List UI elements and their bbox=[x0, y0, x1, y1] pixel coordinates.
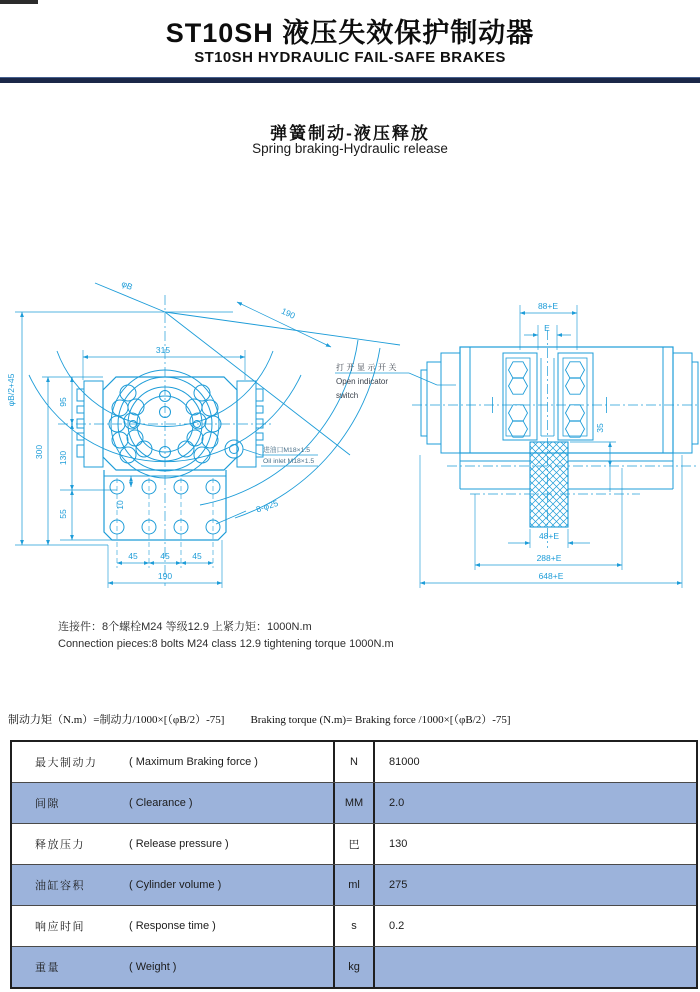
dim-phi-b2-45: φB/2+45 bbox=[6, 373, 16, 407]
dim-190-bottom: 190 bbox=[157, 571, 173, 581]
page-title-en: ST10SH HYDRAULIC FAIL-SAFE BRAKES bbox=[194, 49, 506, 66]
scan-artifact-bar bbox=[0, 0, 38, 4]
row-unit: kg bbox=[333, 947, 375, 987]
row-value: 275 bbox=[389, 879, 408, 891]
section-subtitle-en: Spring braking-Hydraulic release bbox=[252, 141, 448, 156]
row-value: 81000 bbox=[389, 756, 420, 768]
row-label-en: ( Clearance ) bbox=[129, 797, 193, 809]
row-value bbox=[375, 947, 696, 987]
formula-en: Braking torque (N.m)= Braking force /1000×[（φB/2）-75] bbox=[250, 714, 511, 726]
row-unit: ml bbox=[333, 865, 375, 905]
dim-45-c: 45 bbox=[192, 551, 202, 561]
row-value: 0.2 bbox=[389, 920, 405, 932]
dim-phi-b: φB bbox=[120, 278, 135, 292]
spec-table bbox=[10, 740, 698, 989]
table-row bbox=[12, 782, 696, 823]
row-unit: 巴 bbox=[333, 824, 375, 864]
dim-45-b: 45 bbox=[160, 551, 170, 561]
row-label-zh: 释放压力 bbox=[35, 839, 85, 851]
front-view bbox=[6, 278, 400, 588]
row-label-en: ( Response time ) bbox=[129, 920, 216, 932]
dim-55: 55 bbox=[58, 509, 68, 519]
dim-e: E bbox=[544, 323, 550, 333]
table-row bbox=[12, 946, 696, 987]
dim-130: 130 bbox=[58, 450, 68, 466]
indicator-switch-label-en2: switch bbox=[336, 391, 359, 400]
row-label-zh: 间隙 bbox=[35, 798, 60, 810]
indicator-switch-label-zh: 打开显示开关 bbox=[336, 363, 399, 372]
dim-48-e: 48+E bbox=[538, 531, 560, 541]
table-row bbox=[12, 823, 696, 864]
dim-315: 315 bbox=[155, 345, 171, 355]
dim-300: 300 bbox=[34, 444, 44, 460]
connection-notes bbox=[58, 619, 394, 652]
section-subtitle-zh: 弹簧制动-液压释放 bbox=[270, 124, 430, 143]
side-view bbox=[335, 301, 698, 588]
row-unit: s bbox=[333, 906, 375, 946]
row-value: 130 bbox=[389, 838, 408, 850]
row-label-en: ( Release pressure ) bbox=[129, 838, 229, 850]
row-label-en: ( Weight ) bbox=[129, 961, 177, 973]
oil-inlet-label-en: Oil inlet M18×1.5 bbox=[263, 458, 315, 465]
page-title-zh: ST10SH 液压失效保护制动器 bbox=[165, 18, 535, 48]
table-row bbox=[12, 742, 696, 782]
connection-note-en: Connection pieces:8 bolts M24 class 12.9 tightening torque 1000N.m bbox=[58, 637, 394, 650]
row-label-en: ( Cylinder volume ) bbox=[129, 879, 222, 891]
row-value: 2.0 bbox=[389, 797, 405, 809]
indicator-switch-label-en1: Open indicator bbox=[336, 377, 389, 386]
dim-95: 95 bbox=[58, 397, 68, 407]
dim-648-e: 648+E bbox=[538, 571, 564, 581]
dim-45-a: 45 bbox=[128, 551, 138, 561]
connection-note-zh: 连接件：8个螺栓M24 等级12.9 上紧力矩：1000N.m bbox=[58, 621, 312, 633]
row-label-zh: 最大制动力 bbox=[35, 757, 98, 769]
formula-zh: 制动力矩（N.m）=制动力/1000×[（φB/2）-75] bbox=[8, 714, 225, 726]
table-row bbox=[12, 864, 696, 905]
divider-rule bbox=[0, 77, 700, 83]
technical-drawing bbox=[0, 270, 700, 600]
dim-arc-190: 190 bbox=[279, 305, 297, 321]
row-label-zh: 油缸容积 bbox=[35, 880, 85, 892]
braking-torque-formula bbox=[8, 711, 511, 727]
row-unit: MM bbox=[333, 783, 375, 823]
row-label-zh: 响应时间 bbox=[35, 921, 85, 933]
dim-288-e: 288+E bbox=[536, 553, 562, 563]
oil-inlet-label-zh: 进油口M18×1.5 bbox=[263, 447, 311, 454]
dim-88-e: 88+E bbox=[537, 301, 559, 311]
dim-10: 10 bbox=[115, 500, 125, 510]
table-row bbox=[12, 905, 696, 946]
row-label-en: ( Maximum Braking force ) bbox=[129, 756, 258, 768]
row-unit: N bbox=[333, 742, 375, 782]
dim-35: 35 bbox=[595, 423, 605, 433]
row-label-zh: 重量 bbox=[35, 962, 60, 974]
dim-8-phi25: 8-φ25 bbox=[254, 497, 280, 515]
